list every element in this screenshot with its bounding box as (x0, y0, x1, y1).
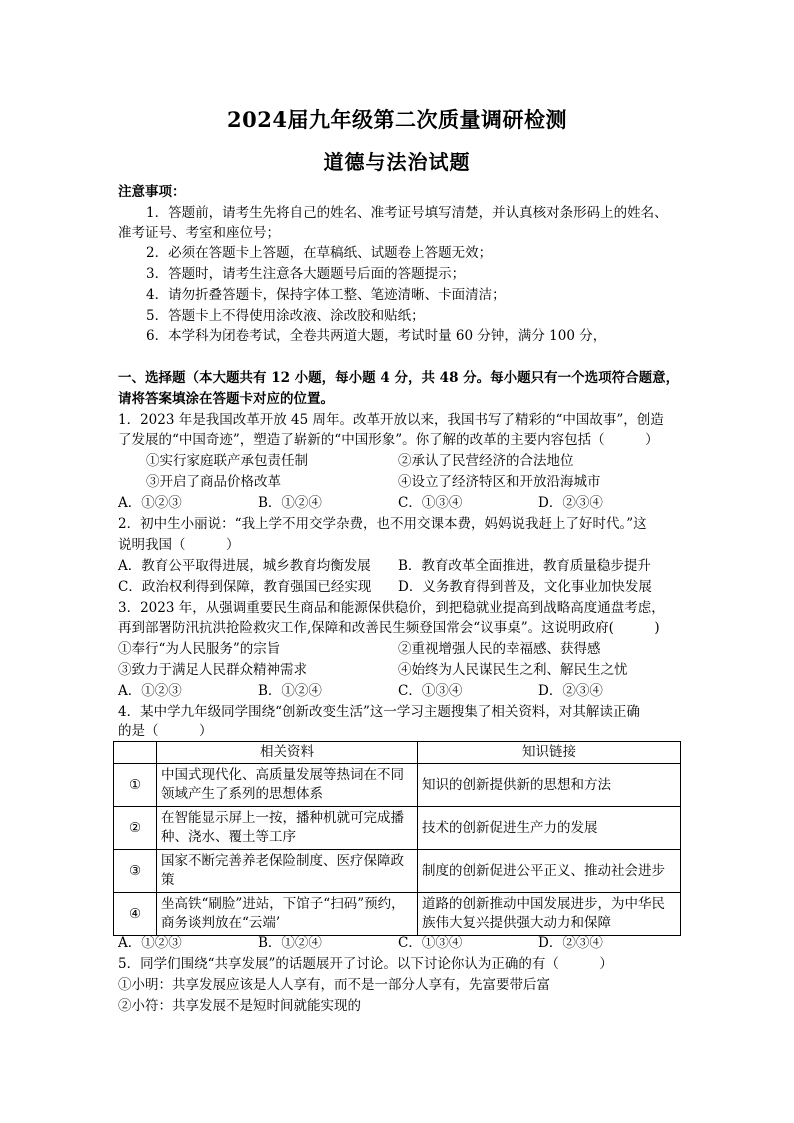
row-resource: 中国式现代化、高质量发展等热词在不同领域产生了系列的思想体系 (157, 764, 418, 807)
question-4-option-a[interactable]: A．①②③ (118, 935, 182, 951)
row-number: ② (114, 807, 157, 850)
table-row (114, 807, 681, 850)
table-row (114, 764, 681, 807)
question-2-option-c[interactable]: C．政治权利得到保障，教育强国已经实现 (118, 579, 372, 595)
question-3-statement: ④始终为人民谋民生之利、解民生之忧 (398, 662, 628, 678)
table-row (114, 893, 681, 936)
question-4-stem: 4．某中学九年级同学围绕“创新改变生活”这一学习主题搜集了相关资料，对其解读正确 (118, 704, 640, 720)
question-1-option-b[interactable]: B．①②④ (258, 495, 322, 511)
question-4-option-b[interactable]: B．①②④ (258, 935, 322, 951)
question-5-statement: ②小符：共享发展不是短时间就能实现的 (118, 998, 361, 1014)
row-number: ① (114, 764, 157, 807)
table-row (114, 850, 681, 893)
row-link: 技术的创新促进生产力的发展 (418, 807, 681, 850)
notice-item: 1．答题前，请考生先将自己的姓名、准考证号填写清楚，并认真核对条形码上的姓名、 (146, 205, 668, 221)
question-3-option-b[interactable]: B．①②④ (258, 683, 322, 699)
row-link: 道路的创新推动中国发展进步，为中华民族伟大复兴提供强大动力和保障 (418, 893, 681, 936)
section-heading: 一、选择题（本大题共有 12 小题，每小题 4 分，共 48 分。每小题只有一个选项符合题意， (118, 370, 680, 386)
section-heading: 请将答案填涂在答题卡对应的位置。 (118, 391, 334, 407)
notice-item: 2．必须在答题卡上答题，在草稿纸、试题卷上答题无效； (146, 245, 493, 261)
question-2-stem: 说明我国（ ） (118, 537, 240, 553)
question-1-statement: ①实行家庭联产承包责任制 (146, 453, 308, 469)
notice-item: 3．答题时，请考生注意各大题题号后面的答题提示； (146, 266, 466, 282)
table-header-link: 知识链接 (418, 742, 681, 764)
question-1-statement: ③开启了商品价格改革 (146, 474, 281, 490)
notice-item: 准考证号、考室和座位号； (118, 225, 280, 241)
notice-item: 6．本学科为闭卷考试，全卷共两道大题，考试时量 60 分钟，满分 100 分， (146, 328, 607, 344)
question-5-stem: 5．同学们围绕“共享发展”的话题展开了讨论。以下讨论你认为正确的有（ ） (118, 956, 613, 972)
row-resource: 在智能显示屏上一按，播种机就可完成播种、浇水、覆土等工序 (157, 807, 418, 850)
notice-heading: 注意事项： (118, 184, 186, 200)
question-5-statement: ①小明：共享发展应该是人人享有，而不是一部分人享有，先富要带后富 (118, 977, 550, 993)
question-3-stem: 3．2023 年，从强调重要民生商品和能源保供稳价，到把稳就业提高到战略高度通盘考虑， (118, 600, 665, 616)
question-2-option-b[interactable]: B．教育改革全面推进，教育质量稳步提升 (398, 558, 651, 574)
table-header-resource: 相关资料 (157, 742, 418, 764)
question-1-stem: 了发展的“中国奇迹”，塑造了崭新的“中国形象”。你了解的改革的主要内容包括（ ） (118, 432, 659, 448)
question-2-option-a[interactable]: A．教育公平取得进展，城乡教育均衡发展 (118, 558, 371, 574)
question-3-option-a[interactable]: A．①②③ (118, 683, 182, 699)
question-1-stem: 1．2023 年是我国改革开放 45 周年。改革开放以来，我国书写了精彩的“中国故事”，创造 (118, 412, 664, 428)
exam-title: 2024届九年级第二次质量调研检测 (227, 107, 567, 132)
question-3-statement: ①奉行“为人民服务”的宗旨 (118, 641, 281, 657)
notice-item: 5．答题卡上不得使用涂改液、涂改胶和贴纸； (146, 308, 425, 324)
question-2-stem: 2．初中生小丽说：“我上学不用交学杂费，也不用交课本费，妈妈说我赶上了好时代。”这 (118, 516, 647, 532)
question-4-option-c[interactable]: C．①③④ (398, 935, 463, 951)
row-resource: 坐高铁“刷脸”进站，下馆子“扫码”预约，商务谈判放在“云端’ (157, 893, 418, 936)
question-4-option-d[interactable]: D．②③④ (538, 935, 603, 951)
question-1-option-a[interactable]: A．①②③ (118, 495, 182, 511)
notice-item: 4．请勿折叠答题卡，保持字体工整、笔迹清晰、卡面清洁； (146, 287, 506, 303)
question-1-option-c[interactable]: C．①③④ (398, 495, 463, 511)
exam-subtitle: 道德与法治试题 (323, 150, 471, 174)
question-3-statement: ③致力于满足人民群众精神需求 (118, 662, 307, 678)
question-1-option-d[interactable]: D．②③④ (538, 495, 603, 511)
question-1-statement: ②承认了民营经济的合法地位 (398, 453, 574, 469)
question-3-option-d[interactable]: D．②③④ (538, 683, 603, 699)
question-3-statement: ②重视增强人民的幸福感、获得感 (398, 641, 601, 657)
row-link: 制度的创新促进公平正义、推动社会进步 (418, 850, 681, 893)
row-link: 知识的创新提供新的思想和方法 (418, 764, 681, 807)
row-number: ③ (114, 850, 157, 893)
question-2-option-d[interactable]: D．义务教育得到普及，文化事业加快发展 (398, 579, 652, 595)
question-3-stem: 再到部署防汛抗洪抢险救灾工作,保障和改善民生频登国常会“议事桌”。这说明政府( ) (118, 620, 660, 636)
table-header-row (114, 742, 681, 764)
question-1-statement: ④设立了经济特区和开放沿海城市 (398, 474, 601, 490)
question-3-option-c[interactable]: C．①③④ (398, 683, 463, 699)
row-number: ④ (114, 893, 157, 936)
table-header-empty (114, 742, 157, 764)
question-4-stem: 的是（ ） (118, 723, 213, 739)
row-resource: 国家不断完善养老保险制度、医疗保障政策 (157, 850, 418, 893)
question-4-table (113, 741, 681, 936)
